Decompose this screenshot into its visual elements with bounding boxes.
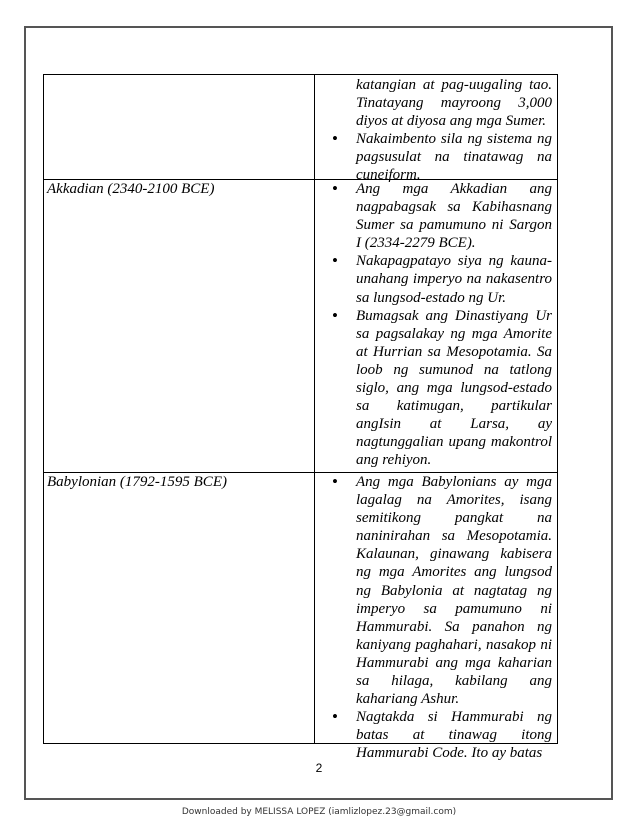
description-item: • Ang mga Babylonians ay mga lagalag na Amorites, isang semitikong pangkat na naninirahan sa Mesopotamia. Kalaunan, ginawang kabisera ng mga Amorites ang lungsod ng Babylonia at nagtatag ng imperyo sa pamumuno ni Hammurabi. Sa panahon ng kaniyang paghahari, nasakop ni Hammurabi ang mga kaharian sa hilaga, kabilang ang kahariang Ashur. (330, 473, 552, 708)
description-item: • Nakaimbento sila ng sistema ng pagsusulat na tinatawag na cuneiform. (330, 130, 552, 184)
history-table (43, 74, 558, 762)
page-number: 2 (315, 761, 323, 775)
description-item: • Nagtakda si Hammurabi ng batas at tinawag itong Hammurabi Code. Ito ay batas (330, 708, 552, 762)
description-list (330, 180, 552, 470)
table-row-sumer-continued (44, 75, 557, 184)
description-list (330, 76, 552, 185)
download-note: Downloaded by MELISSA LOPEZ (iamlizlopez.23@gmail.com) (181, 807, 457, 817)
description-item: • Bumagsak ang Dinastiyang Ur sa pagsalakay ng mga Amorite at Hurrian sa Mesopotamia. Sa loob ng sumunod na tatlong siglo, ang mga lungsod-estado sa katimugan, partikular angIsin at Larsa, ay nagtunggalian upang makontrol ang rehiyon. (330, 307, 552, 470)
description-item: • Ang mga Akkadian ang nagpabagsak sa Kabihasnang Sumer sa pamumuno ni Sargon I (2334-2279 BCE). (330, 180, 552, 252)
period-cell: Akkadian (2340-2100 BCE) (47, 181, 215, 197)
description-item: katangian at pag-uugaling tao. Tinatayang mayroong 3,000 diyos at diyosa ang mga Sumer. (356, 77, 552, 130)
description-list (330, 473, 552, 763)
period-cell: Babylonian (1792-1595 BCE) (47, 474, 227, 490)
table-row-akkadian (44, 179, 557, 473)
table-row-babylonian (44, 472, 557, 762)
description-item: • Nakapagpatayo siya ng kauna-unahang imperyo na nakasentro sa lungsod-estado ng Ur. (330, 252, 552, 306)
